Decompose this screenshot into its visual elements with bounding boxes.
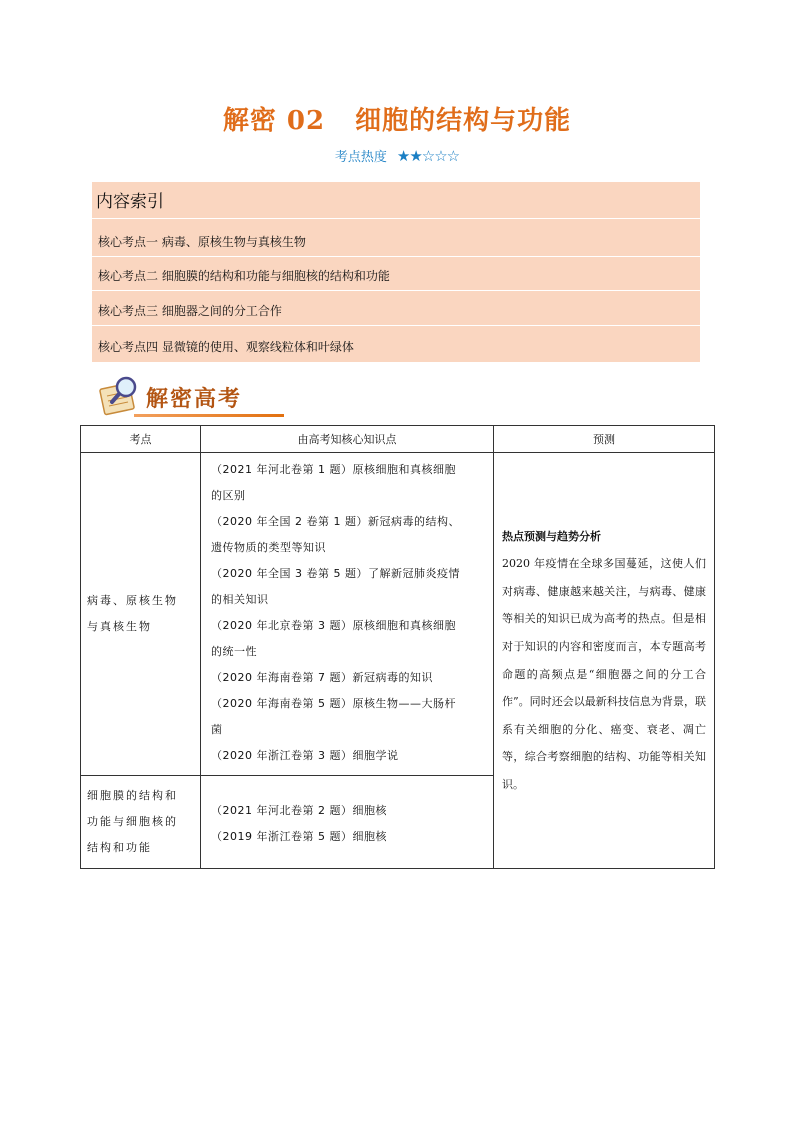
exam-table: [80, 425, 715, 869]
prediction-body: 2020 年疫情在全球多国蔓延，这使人们对病毒、健康越来越关注，与病毒、健康等相关的知识已成为高考的热点。但是相对于知识的内容和密度而言，本专题高考命题的高频点是“细胞器之间的分工合作”。同时还会以最新科技信息为背景，联系有关细胞的分化、癌变、衰老、凋亡等，综合考察细胞的结构、功能等相关知识。: [502, 557, 706, 791]
point-line: （2020 年北京卷第 3 题）原核细胞和真核细胞: [211, 619, 456, 632]
index-item-2[interactable]: 核心考点二 细胞膜的结构和功能与细胞核的结构和功能: [98, 269, 390, 283]
title-topic: 细胞的结构与功能: [355, 106, 572, 136]
banner-underline: [134, 414, 284, 417]
heat-label: 考点热度: [334, 150, 387, 165]
table-header-row: [81, 426, 715, 453]
index-heading: 内容索引: [96, 192, 164, 212]
topic-line: 细胞膜的结构和: [87, 789, 178, 802]
index-divider: [92, 325, 700, 326]
point-line: 菌: [211, 723, 223, 736]
index-item-1[interactable]: 核心考点一 病毒、原核生物与真核生物: [98, 235, 306, 249]
point-line: 的统一性: [211, 645, 257, 658]
point-line: （2021 年河北卷第 2 题）细胞核: [211, 804, 387, 817]
index-divider: [92, 218, 700, 219]
banner-title: 解密高考: [146, 386, 243, 412]
topic-cell: [81, 453, 201, 776]
table-row: [81, 453, 715, 776]
point-line: 的区别: [211, 489, 246, 502]
point-line: （2020 年海南卷第 7 题）新冠病毒的知识: [211, 671, 433, 684]
points-cell: [201, 453, 494, 776]
topic-line: 结构和功能: [87, 841, 152, 854]
topic-line: 病毒、原核生物: [87, 594, 178, 607]
point-line: （2021 年河北卷第 1 题）原核细胞和真核细胞: [211, 463, 456, 476]
prediction-title: 热点预测与趋势分析: [502, 529, 601, 543]
point-line: （2020 年全国 3 卷第 5 题）了解新冠肺炎疫情: [211, 567, 460, 580]
point-line: 的相关知识: [211, 593, 269, 606]
prediction-cell: [494, 453, 715, 869]
magnifier-notepad-icon: [96, 374, 144, 418]
index-divider: [92, 290, 700, 291]
point-line: （2020 年全国 2 卷第 1 题）新冠病毒的结构、: [211, 515, 460, 528]
points-cell: [201, 776, 494, 869]
point-line: （2019 年浙江卷第 5 题）细胞核: [211, 830, 387, 843]
index-divider: [92, 256, 700, 257]
page-title: [0, 100, 794, 137]
section-banner: [94, 372, 294, 422]
star-rating-icon: ★★☆☆☆: [396, 147, 460, 165]
index-item-4[interactable]: 核心考点四 显微镜的使用、观察线粒体和叶绿体: [98, 340, 354, 354]
content-index: [92, 182, 700, 362]
index-item-3[interactable]: 核心考点三 细胞器之间的分工合作: [98, 304, 282, 318]
point-line: 遗传物质的类型等知识: [211, 541, 326, 554]
topic-cell: [81, 776, 201, 869]
title-number: 解密 02: [222, 106, 326, 136]
column-header-prediction: 预测: [494, 426, 715, 453]
column-header-points: 由高考知核心知识点: [201, 426, 494, 453]
point-line: （2020 年海南卷第 5 题）原核生物——大肠杆: [211, 697, 456, 710]
point-line: （2020 年浙江卷第 3 题）细胞学说: [211, 749, 399, 762]
topic-line: 与真核生物: [87, 620, 152, 633]
column-header-topic: 考点: [81, 426, 201, 453]
heat-rating: [0, 146, 794, 165]
topic-line: 功能与细胞核的: [87, 815, 178, 828]
